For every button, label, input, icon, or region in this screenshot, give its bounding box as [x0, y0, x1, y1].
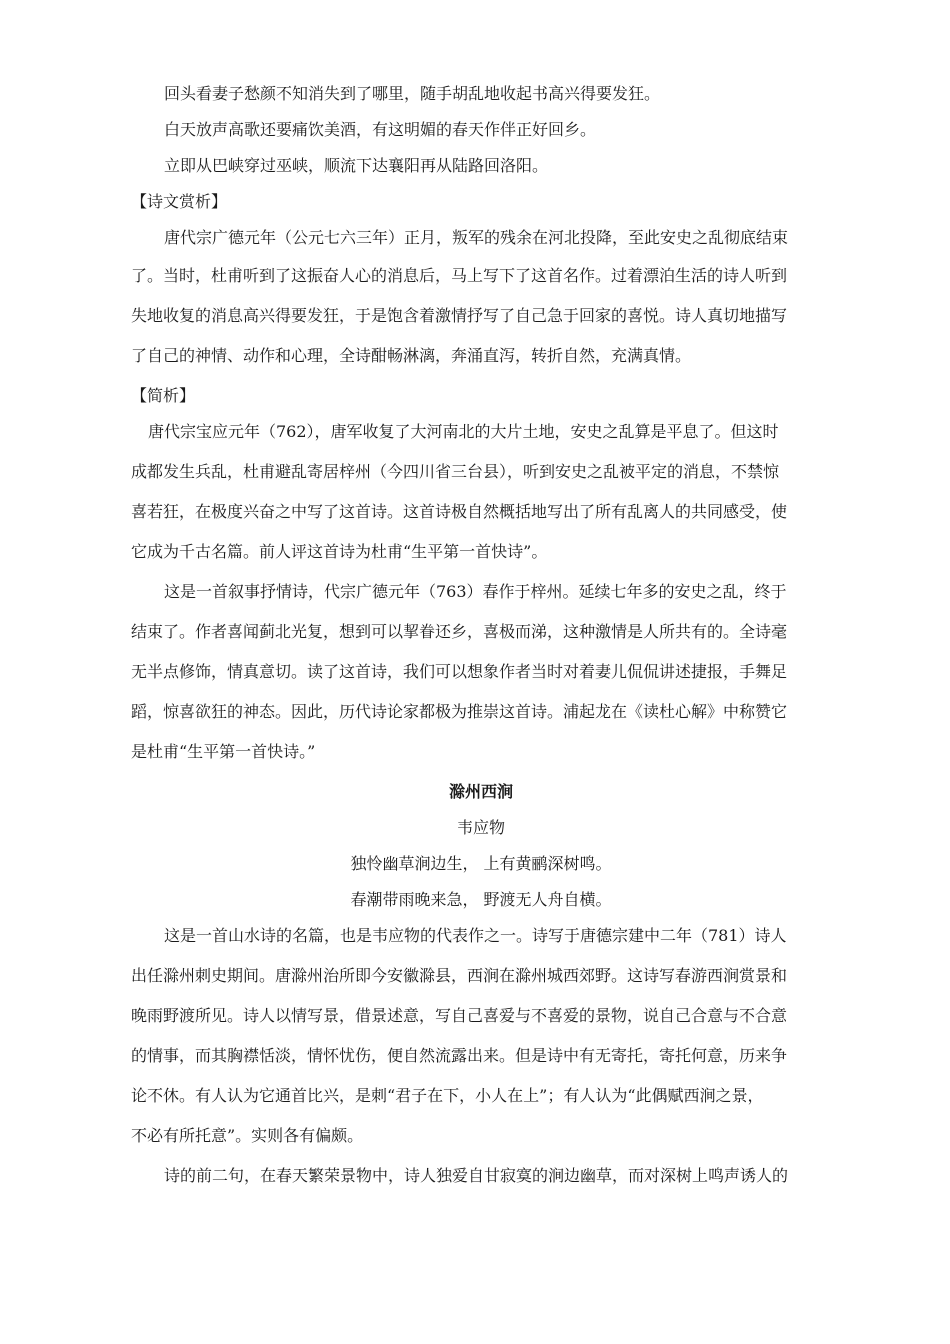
translation-line: 立即从巴峡穿过巫峡，顺流下达襄阳再从陆路回洛阳。 — [164, 156, 549, 175]
poem-verse: 独怜幽草涧边生， 上有黄鹂深树鸣。 — [350, 854, 612, 873]
brief-line: 结束了。作者喜闻蓟北光复，想到可以挈眷还乡，喜极而涕，这种激情是人所共有的。全诗毫 — [131, 622, 788, 641]
appreciation-line: 了。当时，杜甫听到了这振奋人心的消息后，马上写下了这首名作。过着漂泊生活的诗人听到 — [131, 266, 788, 285]
brief-line: 无半点修饰，情真意切。读了这首诗，我们可以想象作者当时对着妻儿侃侃讲述捷报，手舞足 — [131, 662, 788, 681]
brief-line: 成都发生兵乱，杜甫避乱寄居梓州（今四川省三台县），听到安史之乱被平定的消息，不禁惊 — [131, 462, 780, 481]
poem-title: 滁州西涧 — [448, 782, 513, 801]
translation-line: 白天放声高歌还要痛饮美酒，有这明媚的春天作伴正好回乡。 — [164, 120, 597, 139]
brief-line: 喜若狂，在极度兴奋之中写了这首诗。这首诗极自然概括地写出了所有乱离人的共同感受，使 — [131, 502, 788, 521]
poem-author: 韦应物 — [456, 818, 505, 837]
commentary-line: 论不休。有人认为它通首比兴，是刺“君子在下，小人在上”；有人认为“此偶赋西涧之景， — [131, 1086, 764, 1105]
brief-line: 它成为千古名篇。前人评这首诗为杜甫“生平第一首快诗”。 — [131, 542, 548, 561]
brief-line: 蹈，惊喜欲狂的神态。因此，历代诗论家都极为推崇这首诗。浦起龙在《读杜心解》中称赞它 — [131, 702, 788, 721]
poem-verse: 春潮带雨晚来急， 野渡无人舟自横。 — [350, 890, 612, 909]
commentary-line: 诗的前二句，在春天繁荣景物中，诗人独爱自甘寂寞的涧边幽草，而对深树上鸣声诱人的 — [164, 1166, 789, 1185]
brief-line: 唐代宗宝应元年（762），唐军收复了大河南北的大片土地，安史之乱算是平息了。但这时 — [148, 422, 779, 441]
commentary-line: 出任滁州刺史期间。唐滁州治所即今安徽滁县，西涧在滁州城西郊野。这诗写春游西涧赏景和 — [131, 966, 788, 985]
appreciation-line: 失地收复的消息高兴得要发狂，于是饱含着激情抒写了自己急于回家的喜悦。诗人真切地描写 — [131, 306, 788, 325]
appreciation-heading: 【诗文赏析】 — [131, 192, 228, 211]
appreciation-line: 了自己的神情、动作和心理，全诗酣畅淋漓，奔涌直泻，转折自然，充满真情。 — [131, 346, 692, 365]
appreciation-line: 唐代宗广德元年（公元七六三年）正月，叛军的残余在河北投降，至此安史之乱彻底结束 — [164, 228, 789, 247]
commentary-line: 晚雨野渡所见。诗人以情写景，借景述意，写自己喜爱与不喜爱的景物，说自己合意与不合意 — [131, 1006, 788, 1025]
brief-line: 这是一首叙事抒情诗，代宗广德元年（763）春作于梓州。延续七年多的安史之乱，终于 — [164, 582, 787, 601]
commentary-line: 不必有所托意”。实则各有偏颇。 — [131, 1126, 364, 1145]
brief-heading: 【简析】 — [131, 386, 196, 405]
brief-line: 是杜甫“生平第一首快诗。” — [131, 742, 316, 761]
commentary-line: 这是一首山水诗的名篇，也是韦应物的代表作之一。诗写于唐德宗建中二年（781）诗人 — [164, 926, 787, 945]
commentary-line: 的情事，而其胸襟恬淡，情怀忧伤，便自然流露出来。但是诗中有无寄托，寄托何意，历来争 — [131, 1046, 788, 1065]
translation-line: 回头看妻子愁颜不知消失到了哪里，随手胡乱地收起书高兴得要发狂。 — [164, 84, 661, 103]
